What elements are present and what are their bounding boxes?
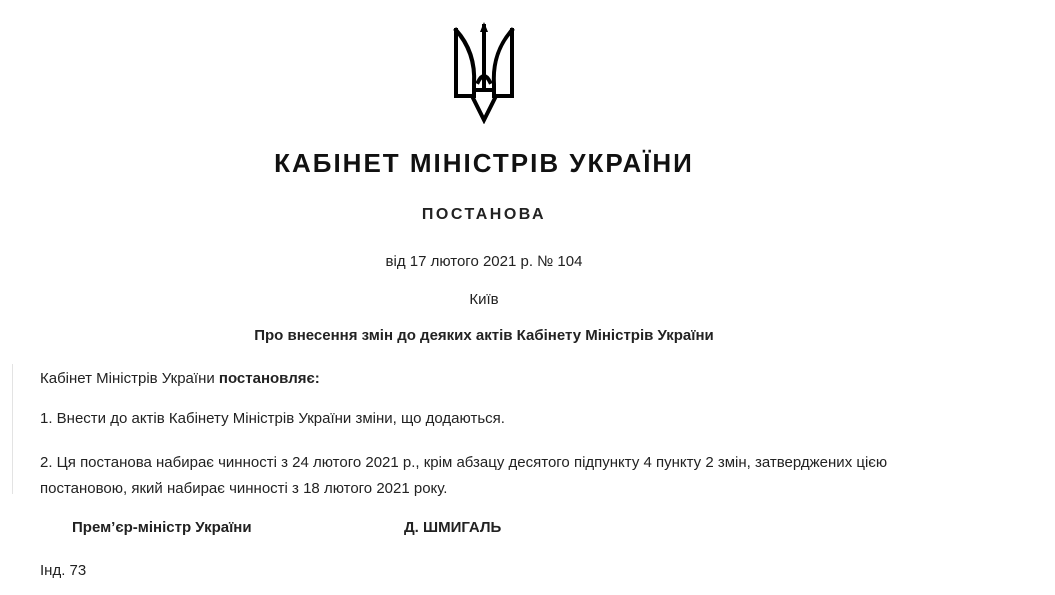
document-date-number: від 17 лютого 2021 р. № 104 (385, 253, 583, 270)
document-city: Київ (469, 291, 499, 308)
page-left-border (12, 364, 13, 494)
signature-position: Прем’єр-міністр України (72, 519, 252, 536)
intro-paragraph (40, 366, 960, 392)
intro-bold-text: постановляє: (218, 370, 320, 387)
paragraph-1: 1. Внести до актів Кабінету Міністрів України зміни, що додаються. (40, 410, 505, 427)
organization-title: КАБІНЕТ МІНІСТРІВ УКРАЇНИ (274, 148, 694, 178)
intro-text: Кабінет Міністрів України (40, 370, 219, 387)
document-index: Інд. 73 (40, 562, 87, 579)
document-type: ПОСТАНОВА (421, 206, 547, 223)
document-subject: Про внесення змін до деяких актів Кабінету Міністрів України (254, 327, 714, 344)
paragraph-2: 2. Ця постанова набирає чинності з 24 лютого 2021 р., крім абзацу десятого підпункту 4 пункту 2 змін, затверджених цією постановою, який набирає чинності з 18 лютого 2021 року. (40, 454, 888, 497)
signature-name: Д. ШМИГАЛЬ (404, 519, 502, 536)
trident-emblem-icon (452, 22, 516, 124)
